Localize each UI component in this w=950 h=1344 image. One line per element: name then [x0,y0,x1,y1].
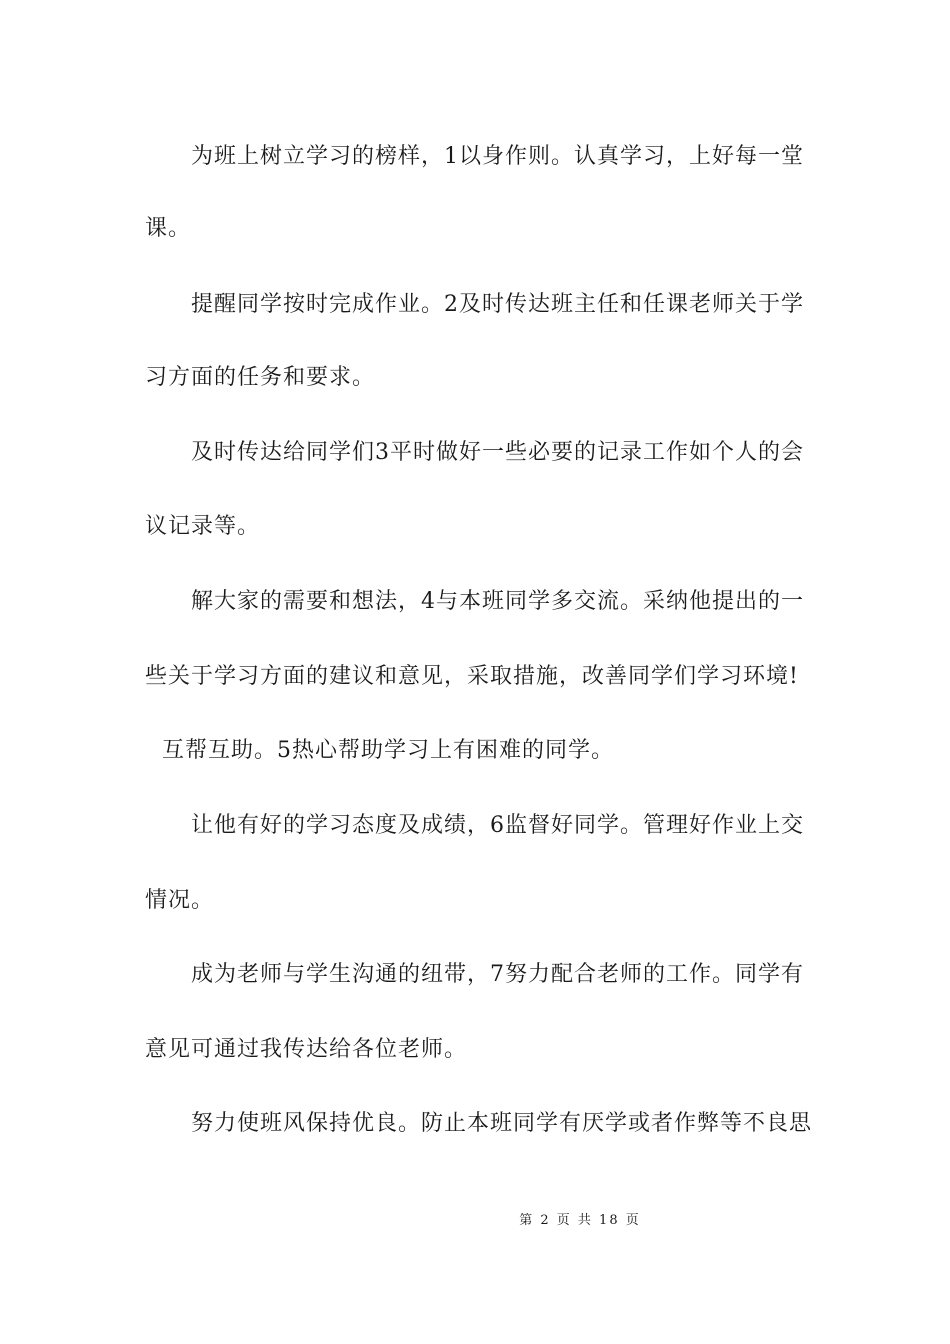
paragraph-line: 及时传达给同学们3平时做好一些必要的记录工作如个人的会 [191,440,804,465]
page-number-footer: 第 2 页 共 18 页 [519,1213,641,1228]
paragraph-line: 为班上树立学习的榜样，1以身作则。认真学习，上好每一堂 [191,144,804,169]
paragraph-line: 议记录等。 [145,514,261,539]
paragraph-line: 提醒同学按时完成作业。2及时传达班主任和任课老师关于学 [191,292,804,317]
paragraph-line: 情况。 [145,888,215,913]
paragraph-line: 成为老师与学生沟通的纽带，7努力配合老师的工作。同学有 [191,962,804,987]
paragraph-line: 意见可通过我传达给各位老师。 [145,1037,468,1062]
paragraph-line: 课。 [145,216,192,241]
paragraph-line: 习方面的任务和要求。 [145,365,376,390]
paragraph-line: 互帮互助。5热心帮助学习上有困难的同学。 [162,738,614,763]
paragraph-line: 让他有好的学习态度及成绩，6监督好同学。管理好作业上交 [191,813,804,838]
paragraph-line: 解大家的需要和想法，4与本班同学多交流。采纳他提出的一 [191,589,804,614]
paragraph-line: 努力使班风保持优良。防止本班同学有厌学或者作弊等不良思 [191,1111,813,1136]
paragraph-line: 些关于学习方面的建议和意见，采取措施，改善同学们学习环境! [145,664,799,689]
